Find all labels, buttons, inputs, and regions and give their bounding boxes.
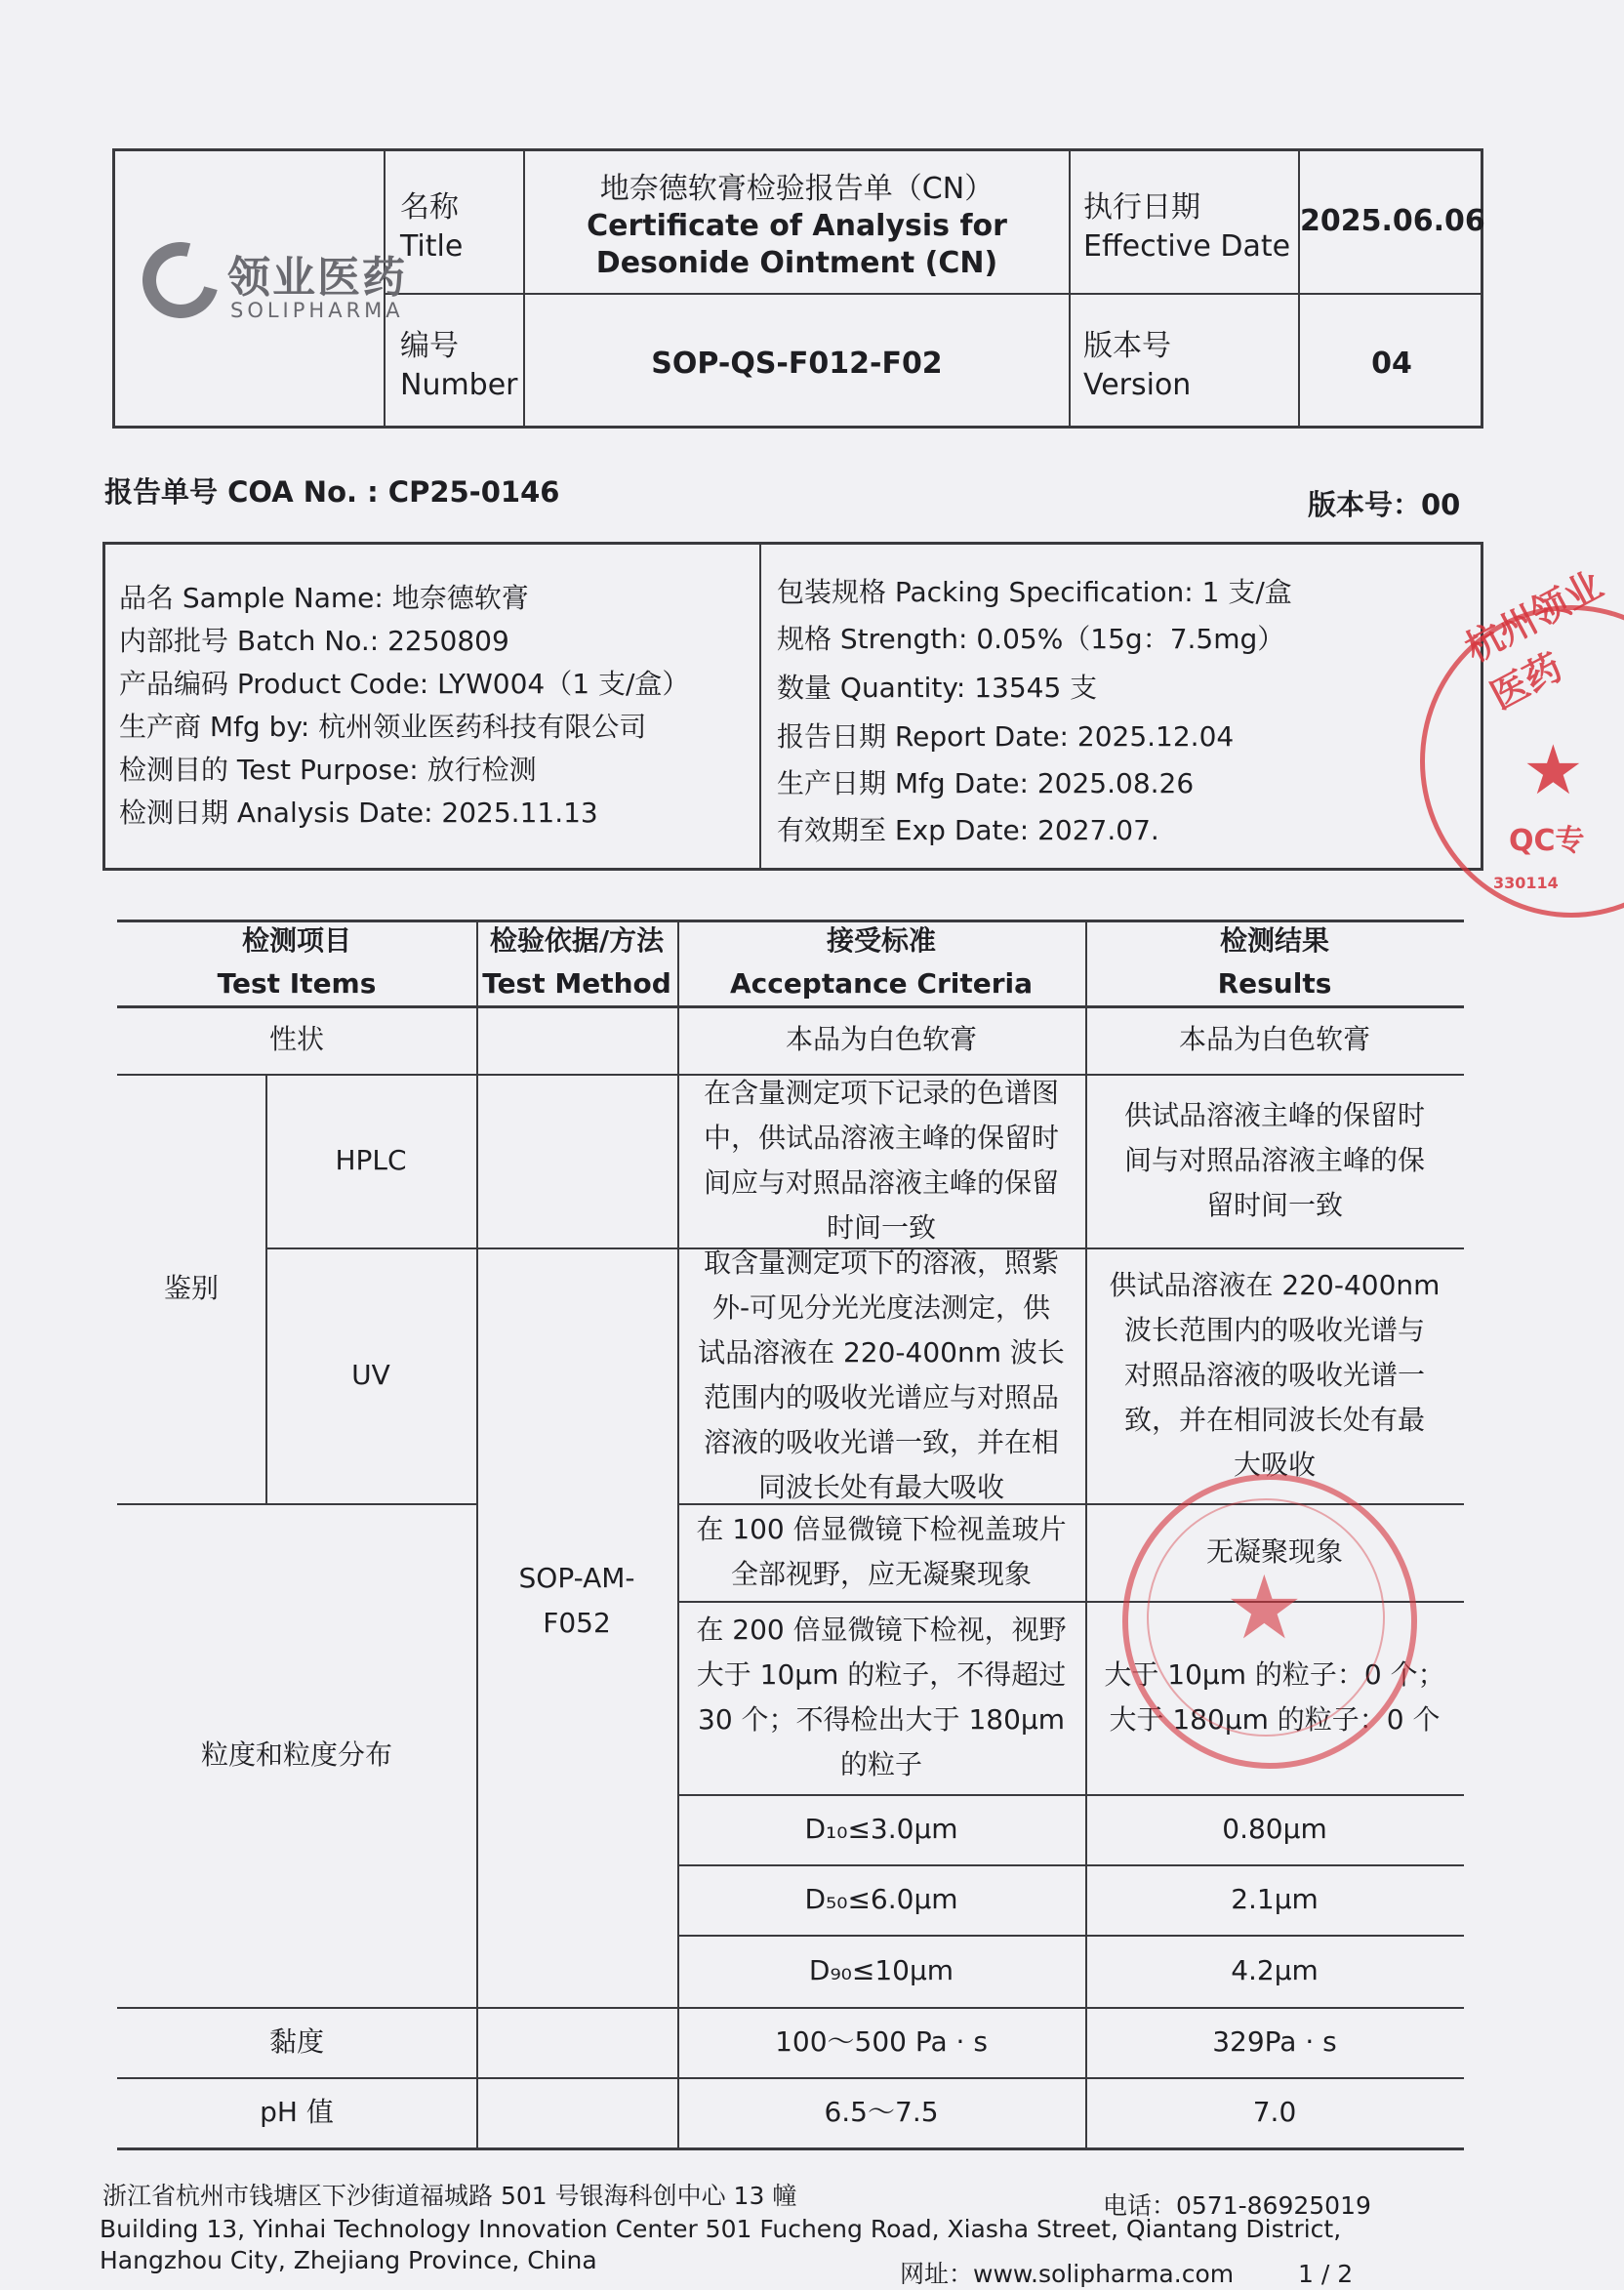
test-method: SOP-AM- F052 <box>518 1562 635 1639</box>
info-product-code: 产品编码 Product Code: LYW004（1 支/盒） <box>119 668 690 700</box>
criteria-hplc: 在含量测定项下记录的色谱图 中，供试品溶液主峰的保留时 间应与对照品溶液主峰的保留 时间一致 <box>703 1077 1059 1244</box>
qc-stamp-code: 330114 <box>1493 874 1559 892</box>
criteria-particle-count: 在 200 倍显微镜下检视，视野 大于 10μm 的粒子，不得超过 30 个；不得检出大于 180μm 的粒子 <box>696 1614 1067 1780</box>
info-sample-name: 品名 Sample Name: 地奈德软膏 <box>119 582 529 614</box>
info-exp-date: 有效期至 Exp Date: 2027.07. <box>777 814 1159 846</box>
title-label-cn: 名称 <box>400 190 459 225</box>
logo-mark-icon <box>129 228 233 333</box>
item-appearance: 性状 <box>268 1023 324 1055</box>
number-label-en: Number <box>400 368 518 402</box>
footer-address-en-1: Building 13, Yinhai Technology Innovation Center 501 Fucheng Road, Xiasha Street, Qiantang District, <box>100 2215 1342 2243</box>
info-packing-spec: 包装规格 Packing Specification: 1 支/盒 <box>777 576 1292 608</box>
result-appearance: 本品为白色软膏 <box>1178 1023 1370 1055</box>
criteria-viscosity: 100～500 Pa · s <box>775 2025 988 2058</box>
col-results-en: Results <box>1217 967 1332 1000</box>
criteria-uv: 取含量测定项下的溶液，照紫 外-可见分光光度法测定，供 试品溶液在 220-400nm 波长 范围内的吸收光谱应与对照品 溶液的吸收光谱一致，并在相 同波长处有最大吸收 <box>698 1247 1065 1503</box>
doc-title-en-2: Desonide Ointment (CN) <box>595 246 998 280</box>
col-criteria-en: Acceptance Criteria <box>729 967 1034 1000</box>
result-d90: 4.2μm <box>1231 1954 1319 1986</box>
footer-address-en-2: Hangzhou City, Zhejiang Province, China <box>100 2246 597 2274</box>
version-value: 04 <box>1371 347 1412 381</box>
info-batch-no: 内部批号 Batch No.: 2250809 <box>119 625 509 657</box>
number-label-cn: 编号 <box>400 329 459 363</box>
footer-website: 网址：www.solipharma.com <box>900 2260 1235 2288</box>
info-analysis-date: 检测日期 Analysis Date: 2025.11.13 <box>119 797 598 829</box>
info-report-date: 报告日期 Report Date: 2025.12.04 <box>777 720 1235 753</box>
col-test-items-cn: 检测项目 <box>241 924 351 957</box>
seal-star-icon: ★ <box>1225 1557 1304 1659</box>
item-identification: 鉴别 <box>163 1272 219 1304</box>
qc-stamp-text: 杭州领业医药 <box>1458 562 1610 718</box>
effective-label-en: Effective Date <box>1083 229 1291 264</box>
col-results-cn: 检测结果 <box>1219 924 1329 957</box>
result-ph: 7.0 <box>1252 2096 1297 2128</box>
col-criteria-cn: 接受标准 <box>826 924 936 957</box>
info-mfg-date: 生产日期 Mfg Date: 2025.08.26 <box>777 767 1195 799</box>
item-hplc: HPLC <box>335 1144 407 1176</box>
criteria-aggregation: 在 100 倍显微镜下检视盖玻片 全部视野，应无凝聚现象 <box>696 1513 1067 1590</box>
header-table <box>112 148 1483 429</box>
doc-number: SOP-QS-F012-F02 <box>651 347 943 381</box>
coa-number: 报告单号 COA No. : CP25-0146 <box>104 475 560 509</box>
criteria-d90: D₉₀≤10μm <box>808 1954 954 1986</box>
doc-title-en-1: Certificate of Analysis for <box>587 209 1007 243</box>
result-d10: 0.80μm <box>1222 1813 1327 1845</box>
coa-edition: 版本号：00 <box>1308 488 1461 521</box>
criteria-d10: D₁₀≤3.0μm <box>804 1813 958 1845</box>
item-viscosity: 黏度 <box>268 2025 324 2058</box>
footer-phone: 电话：0571-86925019 <box>1103 2191 1371 2220</box>
info-strength: 规格 Strength: 0.05%（15g：7.5mg） <box>777 623 1285 655</box>
result-hplc: 供试品溶液主峰的保留时 间与对照品溶液主峰的保 留时间一致 <box>1123 1099 1425 1221</box>
info-quantity: 数量 Quantity: 13545 支 <box>777 672 1098 704</box>
col-test-items-en: Test Items <box>217 967 377 1000</box>
item-ph: pH 值 <box>260 2096 334 2128</box>
result-viscosity: 329Pa · s <box>1212 2025 1337 2058</box>
item-uv: UV <box>351 1359 390 1391</box>
result-aggregation: 无凝聚现象 <box>1205 1535 1343 1568</box>
version-label-en: Version <box>1083 368 1192 402</box>
logo-en: SOLIPHARMA <box>230 299 404 322</box>
doc-title-cn: 地奈德软膏检验报告单（CN） <box>599 172 995 206</box>
effective-date: 2025.06.06 <box>1300 204 1485 238</box>
result-uv: 供试品溶液在 220-400nm 波长范围内的吸收光谱与 对照品溶液的吸收光谱一 致，并在相同波长处有最 大吸收 <box>1109 1269 1441 1481</box>
qc-stamp-mark: QC专 <box>1509 824 1585 858</box>
criteria-appearance: 本品为白色软膏 <box>785 1023 977 1055</box>
logo-cn: 领业医药 <box>227 253 407 303</box>
result-d50: 2.1μm <box>1231 1883 1319 1915</box>
footer-address-cn: 浙江省杭州市钱塘区下沙街道福城路 501 号银海科创中心 13 幢 <box>102 2182 797 2210</box>
version-label-cn: 版本号 <box>1083 329 1171 363</box>
info-test-purpose: 检测目的 Test Purpose: 放行检测 <box>119 754 537 786</box>
criteria-ph: 6.5～7.5 <box>824 2096 939 2128</box>
col-test-method-cn: 检验依据/方法 <box>489 924 665 957</box>
sample-info-box <box>102 542 1483 871</box>
result-particle-count: 大于 10μm 的粒子：0 个； 大于 180μm 的粒子：0 个 <box>1104 1658 1445 1736</box>
item-particle-size: 粒度和粒度分布 <box>200 1738 392 1771</box>
criteria-d50: D₅₀≤6.0μm <box>804 1883 958 1915</box>
title-label-en: Title <box>400 229 464 264</box>
col-test-method-en: Test Method <box>482 967 671 1000</box>
info-mfg-by: 生产商 Mfg by: 杭州领业医药科技有限公司 <box>119 711 647 743</box>
footer-page-number: 1 / 2 <box>1298 2260 1354 2288</box>
qc-stamp-star-icon: ★ <box>1522 730 1584 810</box>
effective-label-cn: 执行日期 <box>1083 190 1200 225</box>
